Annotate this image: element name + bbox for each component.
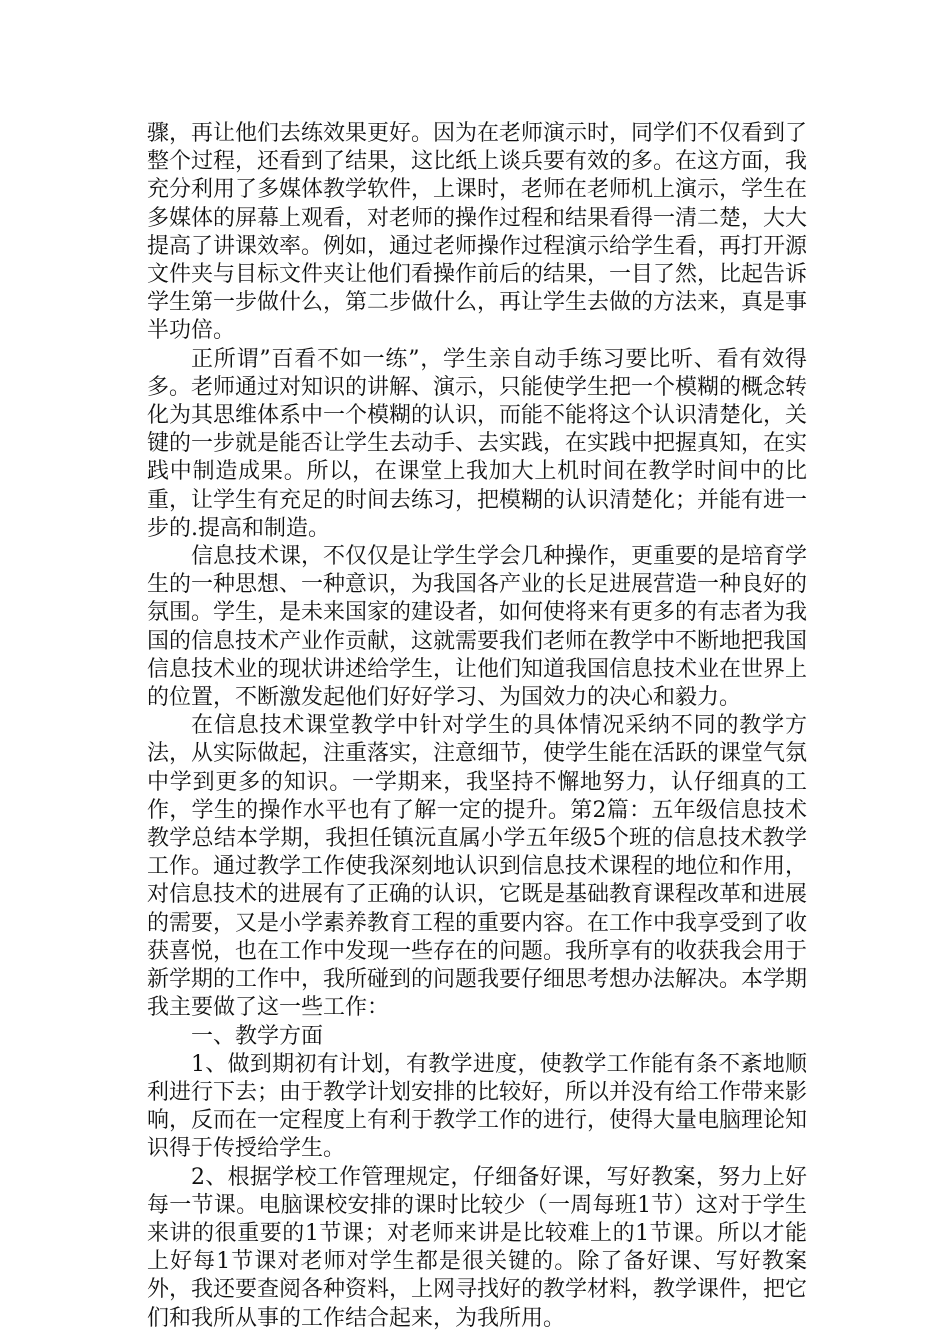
paragraph-4: 在信息技术课堂教学中针对学生的具体情况采纳不同的教学方法，从实际做起，注重落实，注意细节，使学生能在活跃的课堂气氛中学到更多的知识。一学期来，我坚持不懈地努力，认仔细真的工作，学生的操作水平也有了解一定的提升。第2篇：五年级信息技术教学总结本学期，我担任镇沅直属小学五年级5个班的信息技术教学工作。通过教学工作使我深刻地认识到信息技术课程的地位和作用，对信息技术的进展有了正确的认识，它既是基础教育课程改革和进展的需要，又是小学素养教育工程的重要内容。在工作中我享受到了收获喜悦，也在工作中发现一些存在的问题。我所享有的收获我会用于新学期的工作中，我所碰到的问题我要仔细思考想办法解决。本学期我主要做了这一些工作： [147,713,808,1021]
document-page [147,120,807,1333]
paragraph-item-1: 1、做到期初有计划，有教学进度，使教学工作能有条不紊地顺利进行下去；由于教学计划安排的比较好，所以并没有给工作带来影响，反而在一定程度上有利于教学工作的进行，使得大量电脑理论知识得于传授给学生。 [147,1051,808,1162]
paragraph-1: 骤，再让他们去练效果更好。因为在老师演示时，同学们不仅看到了整个过程，还看到了结果，这比纸上谈兵要有效的多。在这方面，我充分利用了多媒体教学软件，上课时，老师在老师机上演示，学生在多媒体的屏幕上观看，对老师的操作过程和结果看得一清二楚，大大提高了讲课效率。例如，通过老师操作过程演示给学生看，再打开源文件夹与目标文件夹让他们看操作前后的结果，一目了然，比起告诉学生第一步做什么，第二步做什么，再让学生去做的方法来，真是事半功倍。 [147,121,808,344]
paragraph-2: 正所谓”百看不如一练”，学生亲自动手练习要比听、看有效得多。老师通过对知识的讲解、演示，只能使学生把一个模糊的概念转化为其思维体系中一个模糊的认识，而能不能将这个认识清楚化，关键的一步就是能否让学生去动手、去实践，在实践中把握真知，在实践中制造成果。所以，在课堂上我加大上机时间在教学时间中的比重，让学生有充足的时间去练习，把模糊的认识清楚化；并能有进一步的.提高和制造。 [147,346,808,541]
paragraph-3: 信息技术课，不仅仅是让学生学会几种操作，更重要的是培育学生的一种思想、一种意识，为我国各产业的长足进展营造一种良好的氛围。学生，是未来国家的建设者，如何使将来有更多的有志者为我国的信息技术产业作贡献，这就需要我们老师在教学中不断地把我国信息技术业的现状讲述给学生，让他们知道我国信息技术业在世界上的位置，不断激发起他们好好学习、为国效力的决心和毅力。 [147,544,808,711]
section-heading-teaching: 一、教学方面 [191,1023,324,1049]
paragraph-item-2: 2、根据学校工作管理规定，仔细备好课，写好教案，努力上好每一节课。电脑课校安排的课时比较少（一周每班1节）这对于学生来讲的很重要的1节课；对老师来讲是比较难上的1节课。所以才能上好每1节课对老师对学生都是很关键的。除了备好课、写好教案外，我还要查阅各种资料，上网寻找好的教学材料，教学课件，把它们和我所从事的工作结合起来，为我所用。 [147,1164,808,1331]
